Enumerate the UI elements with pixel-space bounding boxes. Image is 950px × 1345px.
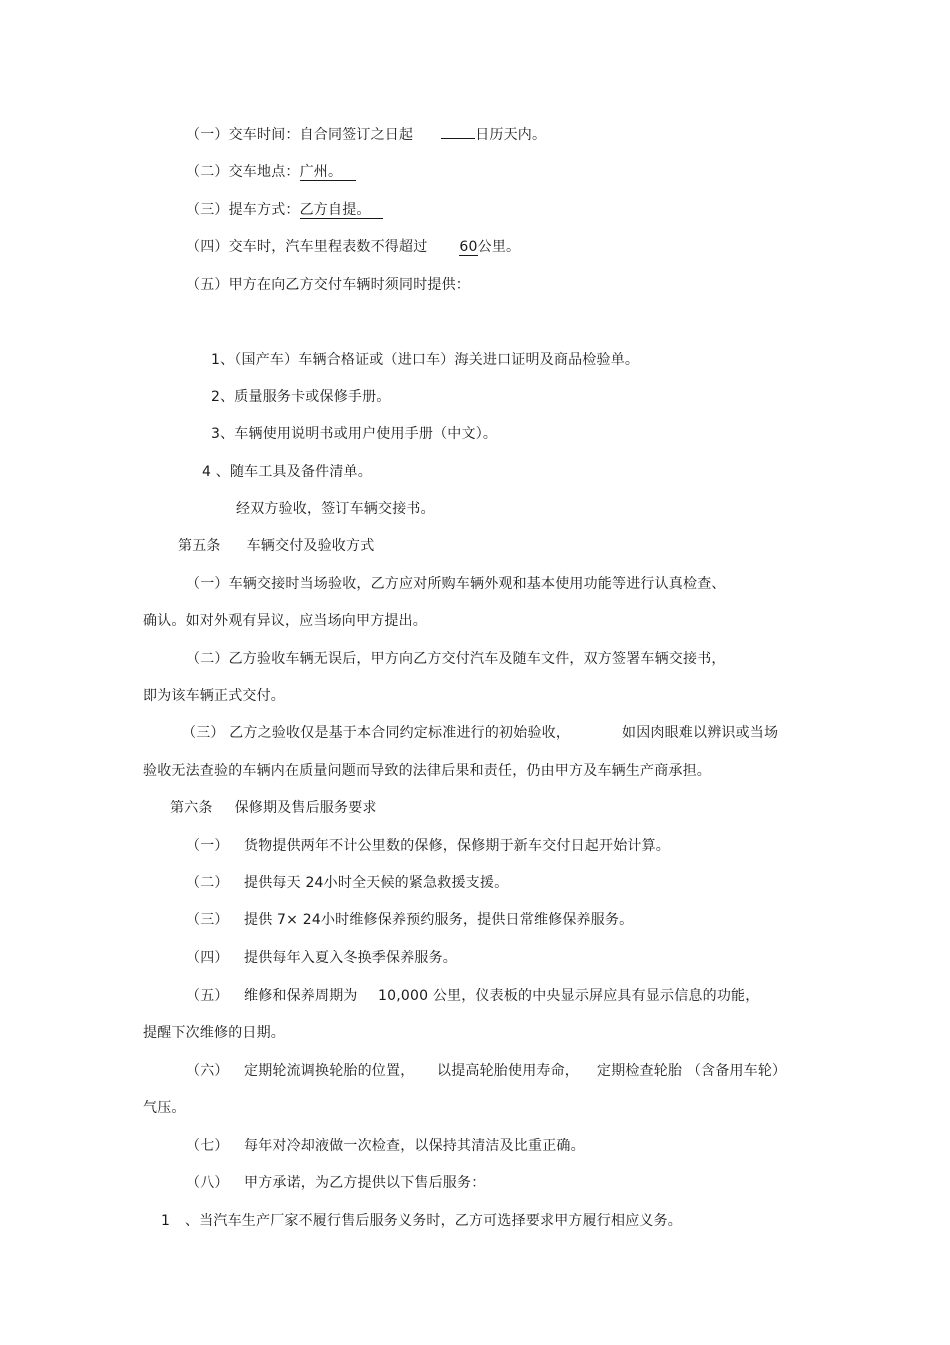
article5-title: 车辆交付及验收方式 <box>246 538 375 554</box>
article6-item-5-part1: 维修和保养周期为 <box>244 988 358 1004</box>
article6-item-2-label: （二） <box>186 875 229 891</box>
doc-item-2: 2、质量服务卡或保修手册。 <box>211 389 391 405</box>
article6-item-6-label: （六） <box>186 1063 229 1079</box>
delivery-time-suffix: 日历天内。 <box>475 127 547 143</box>
article6-item-2-text: 提供每天 24小时全天候的紧急救援支援。 <box>244 875 509 891</box>
docs-intro: （五）甲方在向乙方交付车辆时须同时提供： <box>186 277 470 293</box>
article6-item-8-text: 甲方承诺，为乙方提供以下售后服务： <box>244 1175 486 1191</box>
article6-item-5-label: （五） <box>186 988 229 1004</box>
mileage-line <box>186 238 520 256</box>
article6-number: 第六条 <box>170 800 213 816</box>
delivery-time-blank <box>441 138 475 139</box>
doc-item-1: 1、（国产车）车辆合格证或（进口车）海关进口证明及商品检验单。 <box>211 352 640 368</box>
article6-item-4-label: （四） <box>186 950 229 966</box>
sign-note: 经双方验收，签订车辆交接书。 <box>236 501 435 517</box>
service-1-text: 、当汽车生产厂家不履行售后服务义务时，乙方可选择要求甲方履行相应义务。 <box>185 1213 682 1229</box>
doc-item-3: 3、车辆使用说明书或用户使用手册（中文）。 <box>211 426 498 442</box>
article6-item-5-part2: 10,000 公里，仪表板的中央显示屏应具有显示信息的功能， <box>378 988 760 1004</box>
article6-item-3-label: （三） <box>186 912 229 928</box>
pickup-line <box>186 201 383 219</box>
article5-p3-line2: 验收无法查验的车辆内在质量问题而导致的法律后果和责任，仍由甲方及车辆生产商承担。 <box>143 763 711 779</box>
delivery-time-prefix: （一）交车时间：自合同签订之日起 <box>186 127 414 143</box>
article5-p2-line1: （二）乙方验收车辆无误后，甲方向乙方交付汽车及随车文件，双方签署车辆交接书， <box>186 651 726 667</box>
article5-heading <box>178 537 374 555</box>
article6-item-7-label: （七） <box>186 1138 229 1154</box>
article6-item-3-text: 提供 7× 24小时维修保养预约服务，提供日常维修保养服务。 <box>244 912 634 928</box>
pickup-prefix: （三）提车方式： <box>186 202 300 218</box>
article6-item-4-text: 提供每年入夏入冬换季保养服务。 <box>244 950 457 966</box>
article6-item-6-part1: 定期轮流调换轮胎的位置， <box>244 1063 415 1079</box>
article5-p1-line2: 确认。如对外观有异议，应当场向甲方提出。 <box>143 613 427 629</box>
article6-item-6-part2: 以提高轮胎使用寿命， <box>437 1063 579 1079</box>
mileage-value: 60 <box>459 239 478 255</box>
article5-p3-line1 <box>182 724 570 742</box>
article5-p3-part2: 如因肉眼难以辨识或当场 <box>622 725 779 741</box>
article6-heading <box>170 799 377 817</box>
article6-item-7-text: 每年对冷却液做一次检查，以保持其清洁及比重正确。 <box>244 1138 585 1154</box>
doc-item-4: 4 、随车工具及备件清单。 <box>202 464 372 480</box>
article6-item-8-label: （八） <box>186 1175 229 1191</box>
delivery-place-prefix: （二）交车地点： <box>186 164 300 180</box>
article5-p2-line2: 即为该车辆正式交付。 <box>143 688 285 704</box>
article5-p1-line1: （一）车辆交接时当场验收，乙方应对所购车辆外观和基本使用功能等进行认真检查、 <box>186 576 726 592</box>
delivery-time-line <box>186 126 546 144</box>
article6-item-6-part3: 定期检查轮胎 （含备用车轮） <box>597 1063 787 1079</box>
article6-item-6-line2: 气压。 <box>143 1100 186 1116</box>
mileage-suffix: 公里。 <box>477 239 521 255</box>
article6-item-1-text: 货物提供两年不计公里数的保修，保修期于新车交付日起开始计算。 <box>244 838 670 854</box>
delivery-place-line <box>186 163 356 181</box>
delivery-place-value: 广州。 <box>300 164 357 181</box>
pickup-value: 乙方自提。 <box>300 202 383 219</box>
article5-p3-part1: （三） 乙方之验收仅是基于本合同约定标准进行的初始验收， <box>182 725 571 741</box>
mileage-prefix: （四）交车时，汽车里程表数不得超过 <box>186 239 428 255</box>
article6-item-5-line2: 提醒下次维修的日期。 <box>143 1025 285 1041</box>
article5-number: 第五条 <box>178 538 221 554</box>
service-1-number: 1 <box>161 1213 171 1229</box>
article6-title: 保修期及售后服务要求 <box>234 800 377 816</box>
article6-item-1-label: （一） <box>186 838 229 854</box>
